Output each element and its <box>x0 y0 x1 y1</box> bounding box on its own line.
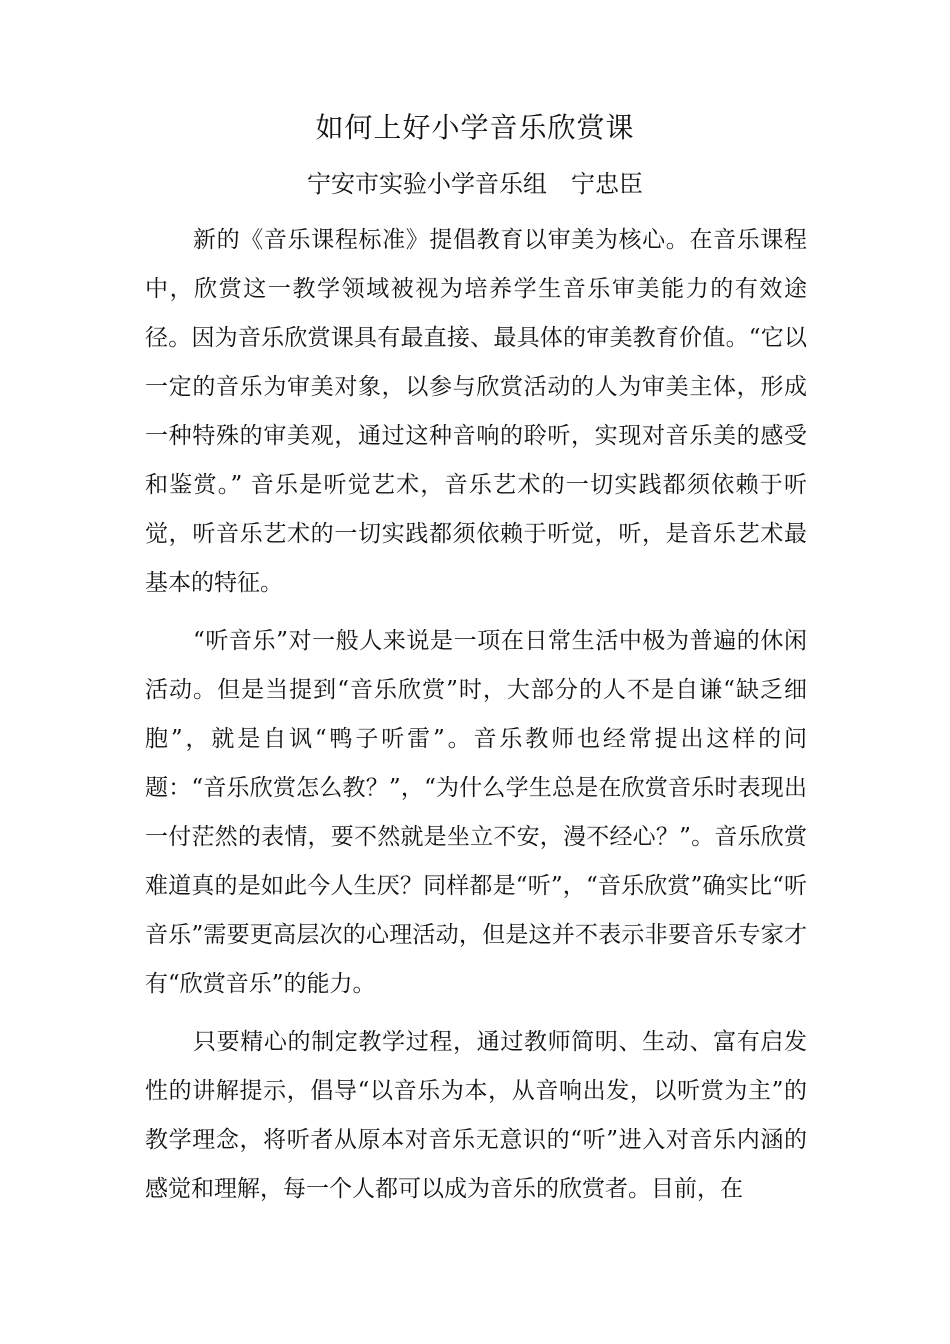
paragraph-2: “听音乐”对一般人来说是一项在日常生活中极为普遍的休闲活动。但是当提到“音乐欣赏”时，大部分的人不是自谦“缺乏细胞”，就是自讽“鸭子听雷”。音乐教师也经常提出这样的问题：“音乐欣赏怎么教？”，“为什么学生总是在欣赏音乐时表现出一付茫然的表情，要不然就是坐立不安，漫不经心？”。音乐欣赏难道真的是如此今人生厌？同样都是“听”，“音乐欣赏”确实比“听音乐”需要更高层次的心理活动，但是这并不表示非要音乐专家才有“欣赏音乐”的能力。 <box>145 628 807 997</box>
paragraph-3: 只要精心的制定教学过程，通过教师简明、生动、富有启发性的讲解提示，倡导“以音乐为本，从音响出发，以听赏为主”的教学理念，将听者从原本对音乐无意识的“听”进入对音乐内涵的感觉和理解，每一个人都可以成为音乐的欣赏者。目前，在 <box>145 1029 807 1202</box>
document-title: 如何上好小学音乐欣赏课 <box>315 111 635 144</box>
paragraph-1: 新的《音乐课程标准》提倡教育以审美为核心。在音乐课程中，欣赏这一教学领域被视为培养学生音乐审美能力的有效途径。因为音乐欣赏课具有最直接、最具体的审美教育价值。“它以一定的音乐为审美对象，以参与欣赏活动的人为审美主体，形成一种特殊的审美观，通过这种音响的聆听，实现对音乐美的感受和鉴赏。” 音乐是听觉艺术，音乐艺术的一切实践都须依赖于听觉，听音乐艺术的一切实践都须依赖于听觉，听，是音乐艺术最基本的特征。 <box>145 227 807 596</box>
document-body <box>145 216 807 1223</box>
document-author: 宁安市实验小学音乐组 宁忠臣 <box>307 170 643 198</box>
